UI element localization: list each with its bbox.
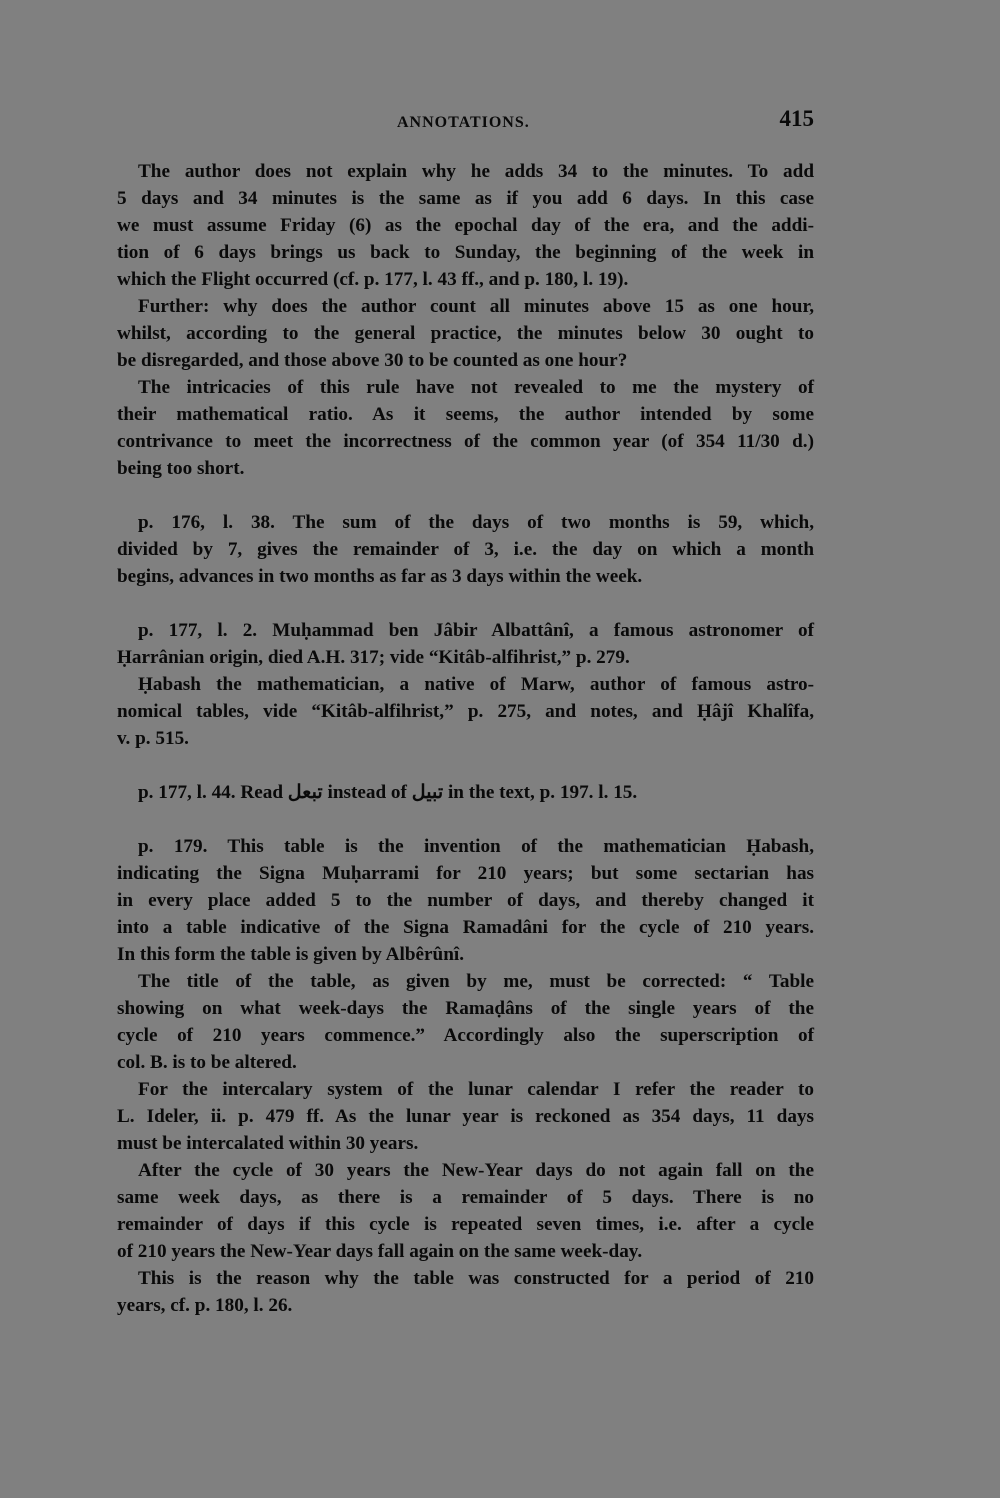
- paragraph-p8: [117, 833, 814, 968]
- annotations-body: [117, 158, 814, 1319]
- text-line: showing on what week-days the Ramaḍâns of the single years of the: [117, 998, 814, 1019]
- paragraph-p1: [117, 158, 814, 293]
- text-line: v. p. 515.: [117, 728, 189, 749]
- text-line: divided by 7, gives the remainder of 3, i.e. the day on which a month: [117, 539, 814, 560]
- paragraph-p4: [117, 509, 814, 590]
- paragraph-p6: [117, 671, 814, 752]
- text-line: be disregarded, and those above 30 to be counted as one hour?: [117, 350, 628, 371]
- paragraph-p7: [117, 779, 814, 806]
- text-line: The intricacies of this rule have not revealed to me the mystery of: [138, 377, 814, 398]
- text-line: same week days, as there is a remainder of 5 days. There is no: [117, 1187, 814, 1208]
- text-line: nomical tables, vide “Kitâb-alfihrist,” p. 275, and notes, and Ḥâjî Khalîfa,: [117, 701, 814, 722]
- text-line: indicating the Signa Muḥarrami for 210 years; but some sectarian has: [117, 863, 814, 884]
- text-line: cycle of 210 years commence.” Accordingly also the superscription of: [117, 1025, 814, 1046]
- paragraph-p9: [117, 968, 814, 1076]
- text-line: must be intercalated within 30 years.: [117, 1133, 419, 1154]
- paragraph-p12: [117, 1265, 814, 1319]
- paragraph-p10: [117, 1076, 814, 1157]
- text-line: After the cycle of 30 years the New-Year days do not again fall on the: [138, 1160, 814, 1181]
- text-line: In this form the table is given by Albêrûnî.: [117, 944, 465, 965]
- text-line: This is the reason why the table was constructed for a period of 210: [138, 1268, 814, 1289]
- text-line: their mathematical ratio. As it seems, the author intended by some: [117, 404, 814, 425]
- text-line: col. B. is to be altered.: [117, 1052, 297, 1073]
- text-line: remainder of days if this cycle is repeated seven times, i.e. after a cycle: [117, 1214, 814, 1235]
- text-line: which the Flight occurred (cf. p. 177, l. 43 ff., and p. 180, l. 19).: [117, 269, 629, 290]
- text-line: of 210 years the New-Year days fall again on the same week-day.: [117, 1241, 643, 1262]
- paragraph-p2: [117, 293, 814, 374]
- text-line: 5 days and 34 minutes is the same as if you add 6 days. In this case: [117, 188, 814, 209]
- section-gap: [117, 590, 814, 617]
- text-line: Further: why does the author count all minutes above 15 as one hour,: [138, 296, 814, 317]
- text-line: For the intercalary system of the lunar calendar I refer the reader to: [138, 1079, 814, 1100]
- text-line: The author does not explain why he adds 34 to the minutes. To add: [138, 161, 814, 182]
- text-line: L. Ideler, ii. p. 479 ff. As the lunar year is reckoned as 354 days, 11 days: [117, 1106, 814, 1127]
- text-line: whilst, according to the general practice, the minutes below 30 ought to: [117, 323, 814, 344]
- page-header: [117, 106, 814, 136]
- text-line: The title of the table, as given by me, must be corrected: “ Table: [138, 971, 814, 992]
- text-line: we must assume Friday (6) as the epochal day of the era, and the addi-: [117, 215, 814, 236]
- text-line: Ḥabash the mathematician, a native of Marw, author of famous astro-: [138, 674, 814, 695]
- paragraph-p11: [117, 1157, 814, 1265]
- text-line: years, cf. p. 180, l. 26.: [117, 1295, 293, 1316]
- text-line: p. 177, l. 44. Read تبعل instead of تبيل in the text, p. 197. l. 15.: [138, 782, 638, 803]
- text-line: contrivance to meet the incorrectness of the common year (of 354 11/30 d.): [117, 431, 814, 452]
- paragraph-p5: [117, 617, 814, 671]
- section-gap: [117, 482, 814, 509]
- text-line: tion of 6 days brings us back to Sunday, the beginning of the week in: [117, 242, 814, 263]
- text-line: begins, advances in two months as far as 3 days within the week.: [117, 566, 643, 587]
- text-line: Ḥarrânian origin, died A.H. 317; vide “Kitâb-alfihrist,” p. 279.: [117, 647, 630, 668]
- text-line: p. 177, l. 2. Muḥammad ben Jâbir Albattânî, a famous astronomer of: [138, 620, 814, 641]
- paragraph-p3: [117, 374, 814, 482]
- text-line: p. 176, l. 38. The sum of the days of two months is 59, which,: [138, 512, 814, 533]
- text-line: into a table indicative of the Signa Ramadâni for the cycle of 210 years.: [117, 917, 814, 938]
- text-line: p. 179. This table is the invention of the mathematician Ḥabash,: [138, 836, 814, 857]
- text-line: being too short.: [117, 458, 245, 479]
- section-gap: [117, 806, 814, 833]
- running-title: ANNOTATIONS.: [397, 114, 530, 131]
- text-line: in every place added 5 to the number of days, and thereby changed it: [117, 890, 814, 911]
- section-gap: [117, 752, 814, 779]
- page-number: 415: [779, 106, 814, 131]
